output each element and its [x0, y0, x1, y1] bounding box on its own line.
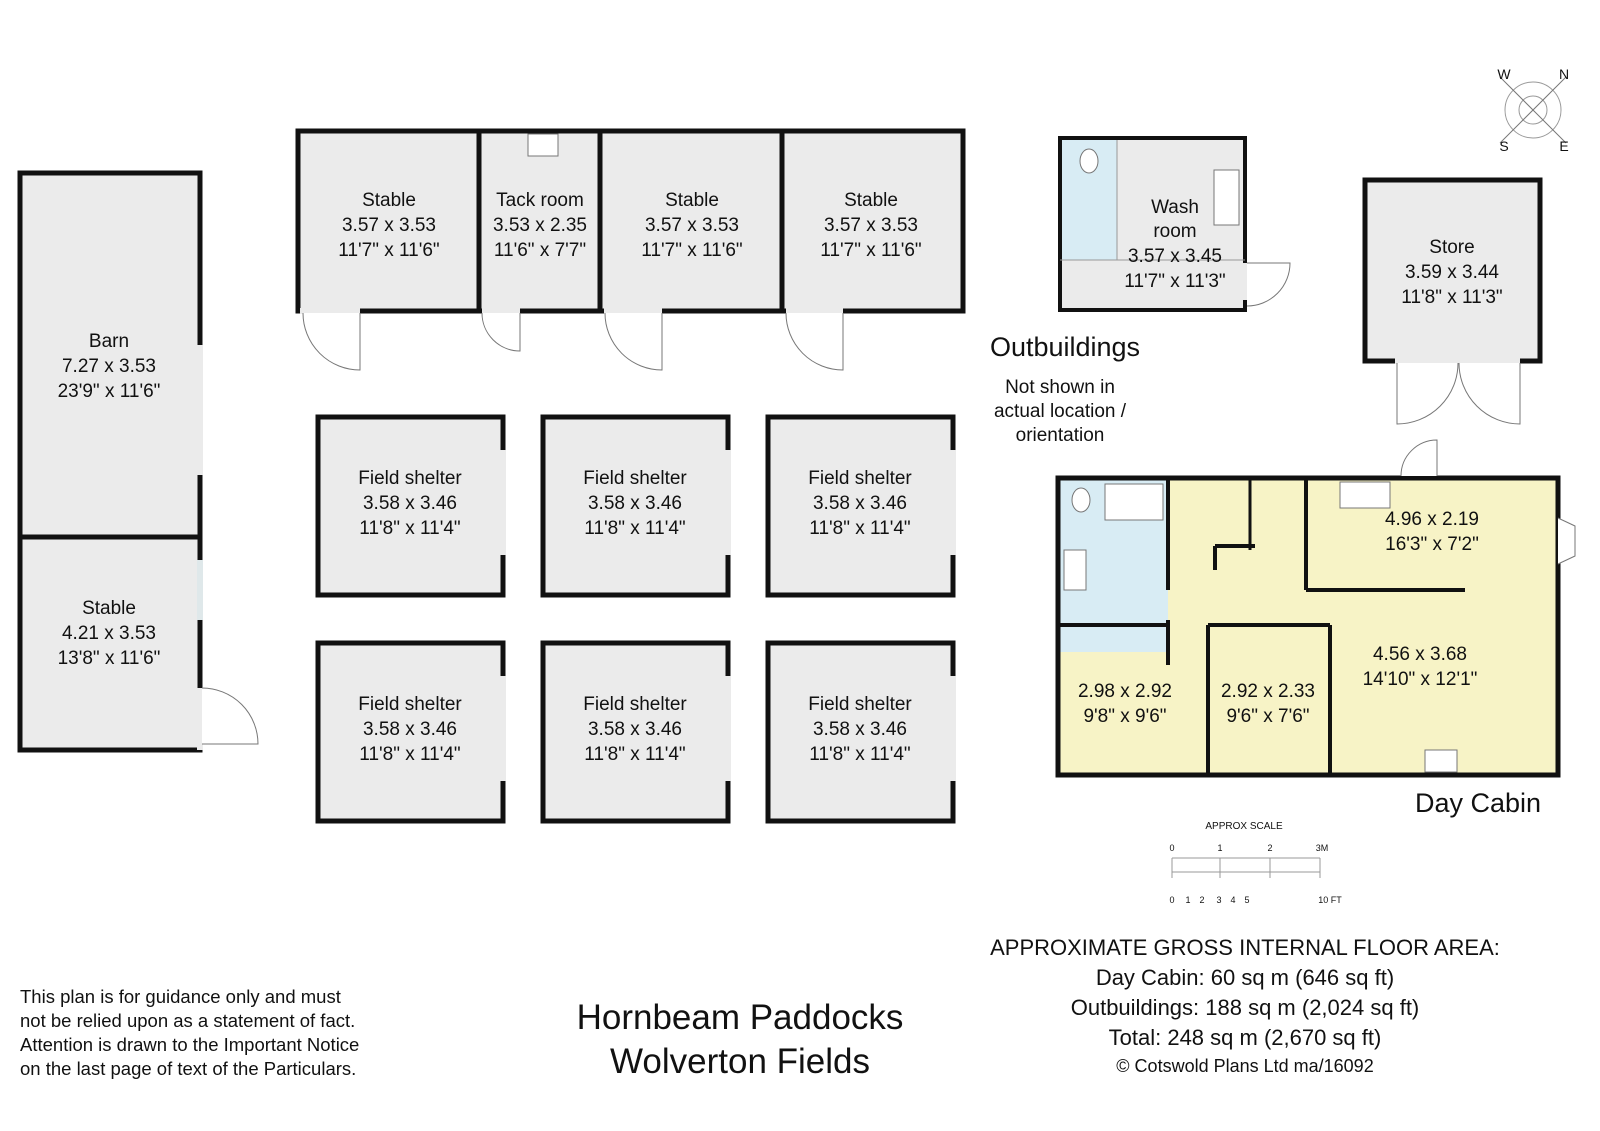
field-shelter-name: Field shelter	[808, 694, 912, 715]
field-shelter-1	[318, 417, 503, 595]
disclaimer-line: Attention is drawn to the Important Notice	[20, 1034, 360, 1055]
compass-e: E	[1559, 138, 1569, 154]
cabin-kitchen-metric: 4.96 x 2.19	[1384, 509, 1480, 530]
field-shelter-name: Field shelter	[808, 468, 912, 489]
floor-area-outbuildings: Outbuildings: 188 sq m (2,024 sq ft)	[1070, 995, 1420, 1020]
field-shelter-name: Field shelter	[583, 694, 687, 715]
property-title	[540, 996, 940, 1084]
wash-room-building	[1060, 138, 1290, 310]
field-shelter-imperial: 11'8" x 11'4"	[359, 744, 461, 765]
barn-imperial: 23'9" x 11'6"	[57, 381, 161, 402]
scale-m-2: 2	[1267, 843, 1273, 853]
scale-ft-5: 5	[1244, 895, 1250, 905]
floor-area-total: Total: 248 sq m (2,670 sq ft)	[1108, 1025, 1382, 1050]
field-shelter-metric: 3.58 x 3.46	[812, 719, 908, 740]
barn-stable-metric: 4.21 x 3.53	[61, 623, 157, 644]
floor-area-heading: APPROXIMATE GROSS INTERNAL FLOOR AREA:	[990, 935, 1500, 960]
stable2-imperial: 11'7" x 11'6"	[641, 240, 743, 261]
wash-room-name1: Wash	[1151, 197, 1199, 218]
cabin-kitchen-imperial: 16'3" x 7'2"	[1385, 534, 1479, 555]
cabin-living-imperial: 14'10" x 12'1"	[1362, 669, 1478, 690]
stable1-imperial: 11'7" x 11'6"	[338, 240, 440, 261]
field-shelter-imperial: 11'8" x 11'4"	[809, 518, 911, 539]
stable1-metric: 3.57 x 3.53	[341, 215, 437, 236]
scale-ft-3: 3	[1216, 895, 1222, 905]
scale-ft-10: 10 FT	[1318, 895, 1342, 905]
field-shelter-imperial: 11'8" x 11'4"	[584, 744, 686, 765]
tack-room-name: Tack room	[496, 190, 584, 211]
store-building	[1365, 180, 1540, 424]
disclaimer	[20, 985, 440, 1081]
field-shelter-3	[768, 417, 953, 595]
stable3-metric: 3.57 x 3.53	[823, 215, 919, 236]
field-shelter-4	[318, 643, 503, 821]
field-shelter-name: Field shelter	[358, 694, 462, 715]
field-shelter-6	[768, 643, 953, 821]
store-imperial: 11'8" x 11'3"	[1401, 287, 1503, 308]
field-shelter-metric: 3.58 x 3.46	[587, 719, 683, 740]
scale-ft-2: 2	[1199, 895, 1205, 905]
wash-room-imperial: 11'7" x 11'3"	[1124, 271, 1226, 292]
field-shelter-imperial: 11'8" x 11'4"	[584, 518, 686, 539]
field-shelter-imperial: 11'8" x 11'4"	[809, 744, 911, 765]
barn-metric: 7.27 x 3.53	[61, 356, 157, 377]
store-name: Store	[1429, 237, 1475, 258]
tack-room-imperial: 11'6" x 7'7"	[493, 240, 587, 261]
field-shelter-metric: 3.58 x 3.46	[587, 493, 683, 514]
scale-ft-4: 4	[1230, 895, 1236, 905]
tack-room-metric: 3.53 x 2.35	[492, 215, 588, 236]
day-cabin-label: Day Cabin	[1415, 788, 1542, 818]
compass-icon	[1497, 66, 1569, 154]
stable2-metric: 3.57 x 3.53	[644, 215, 740, 236]
cabin-bed1-metric: 2.98 x 2.92	[1077, 681, 1173, 702]
cabin-bed2-imperial: 9'6" x 7'6"	[1226, 706, 1310, 727]
field-shelter-metric: 3.58 x 3.46	[362, 493, 458, 514]
scale-title: APPROX SCALE	[1205, 821, 1283, 832]
wash-room-metric: 3.57 x 3.45	[1127, 246, 1223, 267]
scale-m-3: 3M	[1315, 843, 1329, 853]
compass-w: W	[1497, 66, 1511, 82]
scale-ft-1: 1	[1185, 895, 1191, 905]
compass-n: N	[1558, 66, 1570, 82]
store-metric: 3.59 x 3.44	[1404, 262, 1500, 283]
field-shelters	[318, 417, 953, 821]
disclaimer-line: This plan is for guidance only and must	[20, 986, 341, 1007]
stable2-name: Stable	[665, 190, 719, 211]
cabin-bed1-imperial: 9'8" x 9'6"	[1083, 706, 1167, 727]
field-shelter-name: Field shelter	[583, 468, 687, 489]
field-shelter-imperial: 11'8" x 11'4"	[359, 518, 461, 539]
scale-m-1: 1	[1217, 843, 1223, 853]
compass-s: S	[1499, 138, 1509, 154]
stable-block	[298, 131, 963, 370]
barn-name: Barn	[88, 331, 130, 352]
barn-building	[20, 173, 258, 750]
field-shelter-metric: 3.58 x 3.46	[362, 719, 458, 740]
cabin-living-metric: 4.56 x 3.68	[1372, 644, 1468, 665]
wash-room-name2: room	[1153, 221, 1197, 242]
property-location: Wolverton Fields	[609, 1042, 870, 1081]
outbuildings-note-line: Not shown in	[1005, 377, 1115, 398]
outbuildings-note-line: orientation	[1015, 425, 1105, 446]
copyright: © Cotswold Plans Ltd ma/16092	[1116, 1056, 1374, 1076]
day-cabin-plan	[1058, 440, 1575, 775]
field-shelter-name: Field shelter	[358, 468, 462, 489]
disclaimer-line: on the last page of text of the Particulars.	[20, 1058, 357, 1079]
disclaimer-line: not be relied upon as a statement of fact.	[20, 1010, 356, 1031]
stable1-name: Stable	[362, 190, 416, 211]
floor-area-summary	[945, 933, 1545, 1079]
property-name: Hornbeam Paddocks	[576, 998, 904, 1037]
floor-area-day-cabin: Day Cabin: 60 sq m (646 sq ft)	[1095, 965, 1395, 990]
barn-stable-name: Stable	[82, 598, 136, 619]
stable3-imperial: 11'7" x 11'6"	[820, 240, 922, 261]
outbuildings-note-line: actual location /	[993, 401, 1127, 422]
field-shelter-2	[543, 417, 728, 595]
field-shelter-5	[543, 643, 728, 821]
field-shelter-metric: 3.58 x 3.46	[812, 493, 908, 514]
scale-m-0: 0	[1169, 843, 1175, 853]
scale-ft-0: 0	[1169, 895, 1175, 905]
outbuildings-note	[960, 376, 1160, 448]
outbuildings-label: Outbuildings	[989, 332, 1141, 362]
scale-bar	[1169, 821, 1342, 905]
cabin-bed2-metric: 2.92 x 2.33	[1220, 681, 1316, 702]
stable3-name: Stable	[844, 190, 898, 211]
barn-stable-imperial: 13'8" x 11'6"	[57, 648, 161, 669]
